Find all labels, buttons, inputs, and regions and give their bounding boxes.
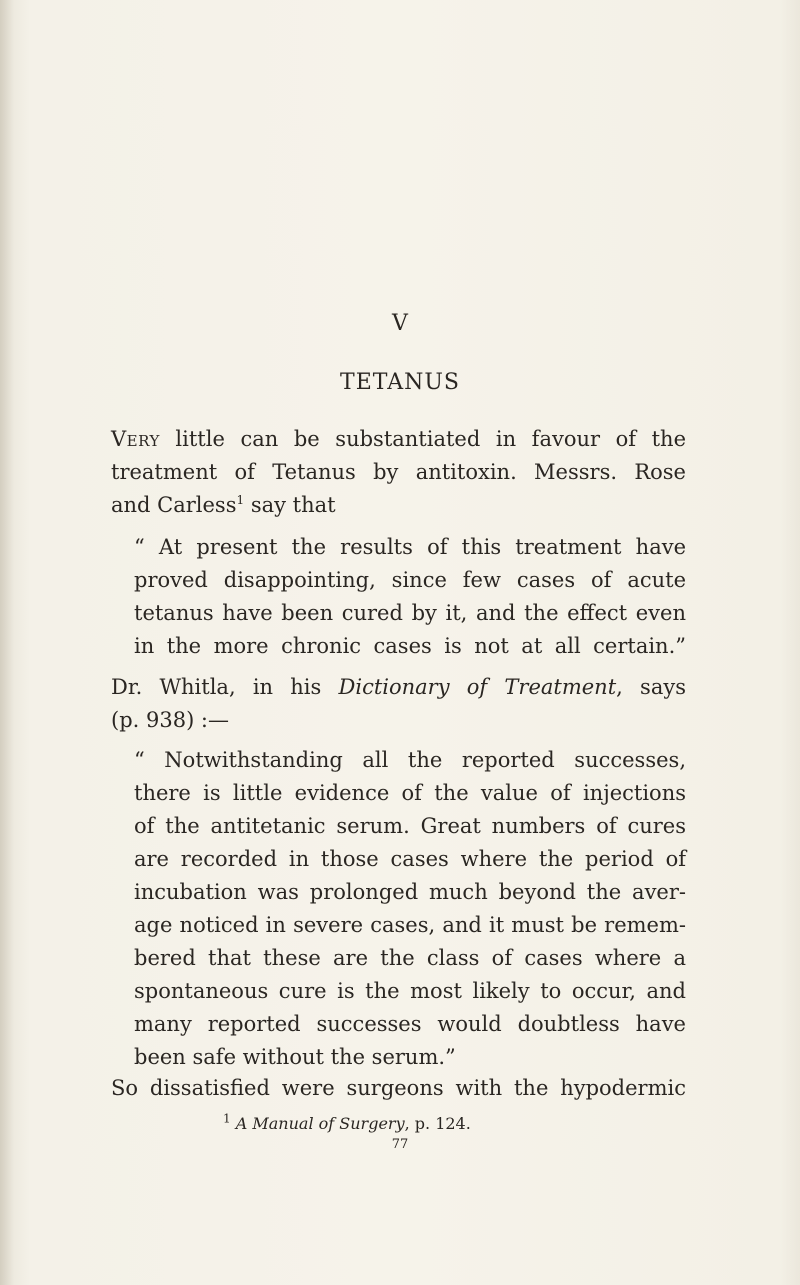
- quotation-rose-carless: [134, 531, 686, 663]
- page-edge-shadow: [0, 0, 14, 1285]
- text-line: age noticed in severe cases, and it must be remem-: [134, 913, 686, 937]
- text-line: incubation was prolonged much beyond the aver-: [134, 880, 686, 904]
- text-line: in the more chronic cases is not at all certain.”: [134, 634, 686, 658]
- footnote-title: A Manual of Surgery: [235, 1114, 405, 1133]
- text-line: proved disappointing, since few cases of acute: [134, 568, 686, 592]
- footnote-marker: 1: [223, 1111, 231, 1126]
- text-line: Dr. Whitla, in his Dictionary of Treatment, says: [111, 675, 686, 699]
- text-line: many reported successes would doubtless have: [134, 1012, 686, 1036]
- text-line: treatment of Tetanus by antitoxin. Messrs. Rose: [111, 460, 686, 484]
- footnote-suffix: , p. 124.: [404, 1114, 471, 1133]
- lead-word: Very: [111, 427, 160, 451]
- book-title: Dictionary of Treatment: [338, 675, 617, 699]
- text-line: of the antitetanic serum. Great numbers of cures: [134, 814, 686, 838]
- chapter-number: V: [392, 311, 408, 336]
- paragraph-dissatisfied: [111, 1072, 686, 1105]
- text-line: spontaneous cure is the most likely to occur, and: [134, 979, 686, 1003]
- text-line: and Carless$^1$ say that: [111, 493, 336, 517]
- page-number: 77: [391, 1137, 409, 1152]
- text-line: (p. 938) :—: [111, 708, 230, 732]
- text-line: “ Notwithstanding all the reported successes,: [134, 748, 686, 772]
- text-line: been safe without the serum.”: [134, 1045, 456, 1069]
- text-line: So dissatisfied were surgeons with the hypodermic: [111, 1076, 686, 1100]
- text-line: bered that these are the class of cases where a: [134, 946, 686, 970]
- text-line: tetanus have been cured by it, and the effect even: [134, 601, 686, 625]
- paragraph-intro: [111, 423, 686, 522]
- text-line: are recorded in those cases where the period of: [134, 847, 686, 871]
- footnote-reference: 1: [236, 493, 245, 507]
- text-line: there is little evidence of the value of injections: [134, 781, 686, 805]
- footnote: [223, 1111, 471, 1133]
- chapter-title: TETANUS: [340, 370, 460, 395]
- paragraph-whitla: [111, 671, 686, 737]
- quotation-whitla: [134, 744, 686, 1074]
- text-line: Very little can be substantiated in favour of the: [111, 427, 686, 451]
- text-line: “ At present the results of this treatment have: [134, 535, 686, 559]
